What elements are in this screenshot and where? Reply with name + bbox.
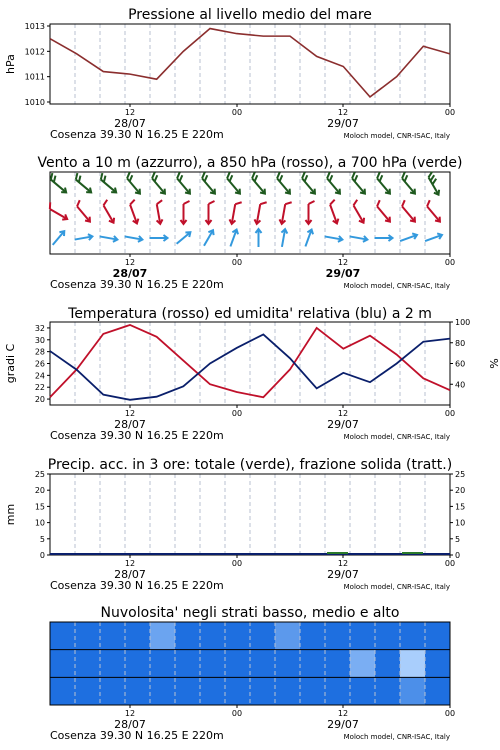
cloud-cell [75,650,100,678]
y-tick-label-right: 5 [455,534,461,544]
barb-flag [260,201,266,205]
x-tick-label: 12 [337,709,349,718]
wind-barb-0 [97,173,120,195]
wind-barb-1 [206,201,215,224]
y-tick-label: 1010 [24,98,45,107]
y-tick-label: 24 [34,371,45,381]
y-tick-label: 5 [39,534,45,544]
wind-barb-2 [375,235,393,241]
cloud-cell [100,622,125,650]
wind-barb-0 [198,172,220,195]
barb-shaft [427,206,440,221]
x-tick-label: 00 [231,559,243,568]
y-tick-label: 26 [34,359,45,369]
wind-barb-1 [423,200,445,223]
y-axis-label: mm [4,503,17,526]
barb-shaft [177,232,191,244]
barb-flag [285,201,291,205]
barb-flag [184,201,190,204]
y-tick-label-right: 40 [455,380,466,390]
y-axis-label-right: % [487,358,500,369]
y-tick-label: 0 [39,551,45,560]
cloud-cell [50,650,75,678]
barb-flag [309,201,315,204]
chart-title: Precip. acc. in 3 ore: totale (verde), frazione solida (tratt.) [47,457,453,473]
wind-barb-0 [323,172,345,195]
barb-shaft [77,206,90,221]
x-tick-label: 00 [444,409,456,418]
y-tick-label: 1011 [24,72,45,82]
y-tick-label: 32 [34,323,45,333]
wind-barb-0 [223,172,245,195]
cloud-cell [350,650,375,678]
cloud-cell [400,677,425,705]
x-day-label: 28/07 [114,418,146,431]
cloud-cell [275,622,300,650]
cloud-cell [175,622,200,650]
barb-flag [400,200,407,206]
footer-credit: Moloch model, CNR-ISAC, Italy [343,132,450,140]
wind-barb-2 [124,233,143,242]
wind-barb-0 [148,172,170,195]
cloud-cell [325,622,350,650]
cloud-cell [175,677,200,705]
barb-flag [156,200,162,204]
wind-barb-2 [424,232,443,244]
cloud-cell [75,677,100,705]
cloud-cell [275,650,300,678]
cloud-cell [425,622,450,650]
y-tick-label: 10 [34,518,45,528]
x-tick-label: 00 [231,409,243,418]
wind-barb-1 [349,200,368,224]
cloud-cell [275,677,300,705]
x-day-label: 28/07 [112,267,148,280]
wind-barb-0 [398,172,420,195]
barb-flag [47,202,53,209]
cloud-cell [200,677,225,705]
x-tick-label: 12 [124,559,136,568]
wind-barb-2 [175,230,193,246]
cloud-cell [225,622,250,650]
barb-shaft [104,205,114,222]
wind-barb-2 [279,229,288,248]
cloud-cell [375,677,400,705]
x-day-label: 29/07 [327,117,359,130]
y-tick-label-right: 15 [455,502,466,512]
cloud-cell [125,650,150,678]
footer-credit: Moloch model, CNR-ISAC, Italy [343,433,450,441]
cloud-cell [150,650,175,678]
cloud-cell [375,622,400,650]
wind-barb-2 [303,229,315,248]
chart-title: Temperatura (rosso) ed umidita' relativa (blu) a 2 m [68,306,432,322]
wind-barb-0 [348,172,370,195]
barb-shaft [53,231,65,245]
y-tick-label: 1013 [24,22,45,31]
wind-barb-1 [126,200,142,225]
cloud-cell [125,677,150,705]
y-tick-label: 20 [34,395,45,405]
plot-frame [50,172,450,254]
x-tick-label: 12 [124,258,136,267]
wind-barb-1 [99,200,118,224]
cloud-cell [400,650,425,678]
x-day-label: 28/07 [114,568,146,581]
x-tick-label: 12 [124,108,136,117]
wind-barb-0 [248,172,270,195]
cloud-cell [300,677,325,705]
wind-barb-2 [399,232,418,244]
x-tick-label: 12 [337,559,349,568]
wind-barb-0 [173,172,195,195]
wind-barb-1 [254,201,267,225]
wind-barb-2 [50,229,66,247]
x-tick-label: 00 [444,258,456,267]
cloud-cell [350,622,375,650]
cloud-cell [125,622,150,650]
barb-flag [352,200,359,206]
y-tick-label: 28 [34,347,45,357]
x-day-label: 29/07 [327,568,359,581]
cloud-cell [200,622,225,650]
x-tick-label: 12 [124,709,136,718]
cloud-cell [225,650,250,678]
plot-frame [50,24,450,104]
cloud-cell [250,650,275,678]
wind-barb-0 [298,172,320,195]
x-tick-label: 12 [337,108,349,117]
x-day-label: 28/07 [114,718,146,731]
footer-location: Cosenza 39.30 N 16.25 E 220m [50,429,224,442]
cloud-cell [50,677,75,705]
wind-barb-2 [324,233,343,242]
barb-shaft [354,205,364,222]
wind-barb-1 [398,200,420,223]
x-tick-label: 12 [124,409,136,418]
precip-bar [402,552,423,554]
wind-barb-0 [424,172,443,196]
wind-barb-2 [150,235,168,241]
y-tick-label-right: 0 [455,551,461,560]
x-tick-label: 00 [231,258,243,267]
x-day-label: 29/07 [327,418,359,431]
x-tick-label: 00 [444,559,456,568]
x-day-label: 29/07 [325,267,361,280]
wind-barb-1 [46,202,70,221]
footer-location: Cosenza 39.30 N 16.25 E 220m [50,278,224,291]
y-tick-label: 30 [34,335,45,345]
wind-barb-0 [72,173,95,195]
wind-barb-1 [73,200,95,223]
footer-location: Cosenza 39.30 N 16.25 E 220m [50,729,224,742]
wind-barb-0 [123,172,145,195]
cloud-cell [250,622,275,650]
y-axis-label: hPa [4,54,17,74]
cloud-cell [350,677,375,705]
wind-barb-2 [349,233,368,242]
y-tick-label: 22 [34,383,45,393]
y-tick-label-right: 60 [455,359,466,369]
wind-barb-2 [74,233,93,242]
footer-credit: Moloch model, CNR-ISAC, Italy [343,733,450,741]
y-tick-label-right: 25 [455,470,466,479]
plot-frame [50,474,450,555]
wind-barb-0 [273,172,295,195]
y-tick-label-right: 80 [455,338,466,348]
cloud-cell [300,622,325,650]
cloud-cell [150,677,175,705]
chart-title: Vento a 10 m (azzurro), a 850 hPa (rosso), a 700 hPa (verde) [37,155,463,171]
cloud-cell [100,677,125,705]
barb-shaft [402,206,415,221]
barb-flag [329,200,336,205]
barb-flag [209,201,215,204]
barb-flag [375,200,382,206]
cloud-cell [200,650,225,678]
wind-barb-2 [99,233,118,242]
wind-barb-1 [306,201,315,224]
cloud-cell [50,622,75,650]
cloud-cell [425,677,450,705]
wind-barb-2 [228,229,240,248]
wind-barb-0 [373,172,395,195]
wind-barb-1 [326,200,342,225]
cloud-cell [325,677,350,705]
barb-flag [129,200,136,205]
x-day-label: 28/07 [114,117,146,130]
cloud-cell [175,650,200,678]
barb-shaft [377,206,390,221]
footer-location: Cosenza 39.30 N 16.25 E 220m [50,128,224,141]
footer-credit: Moloch model, CNR-ISAC, Italy [343,583,450,591]
footer-credit: Moloch model, CNR-ISAC, Italy [343,282,450,290]
x-tick-label: 12 [337,409,349,418]
y-tick-label: 25 [34,470,45,479]
cloud-cell [325,650,350,678]
y-axis-label: gradi C [4,343,17,384]
barb-flag [235,201,241,205]
x-tick-label: 12 [337,258,349,267]
y-tick-label-right: 100 [455,318,471,327]
cloud-cell [400,622,425,650]
cloud-cell [100,650,125,678]
wind-barb-2 [256,229,262,247]
cloud-cell [150,622,175,650]
wind-barb-2 [201,229,215,248]
chart-title: Nuvolosita' negli strati basso, medio e alto [100,605,400,621]
cloud-cell [375,650,400,678]
footer-location: Cosenza 39.30 N 16.25 E 220m [50,579,224,592]
barb-flag [102,200,109,206]
x-tick-label: 00 [231,108,243,117]
y-tick-label: 15 [34,502,45,512]
chart-title: Pressione al livello medio del mare [128,7,372,23]
barb-shaft [50,209,67,219]
x-tick-label: 00 [231,709,243,718]
precip-bar [327,552,348,554]
cloud-cell [225,677,250,705]
y-tick-label: 20 [34,486,45,496]
x-tick-label: 00 [444,108,456,117]
cloud-cell [250,677,275,705]
wind-barb-1 [153,200,166,224]
cloud-cell [425,650,450,678]
barb-flag [425,200,432,206]
wind-barb-1 [373,200,395,223]
x-day-label: 29/07 [327,718,359,731]
barb-shaft [204,230,213,246]
y-tick-label-right: 10 [455,518,466,528]
y-tick-label: 1012 [24,47,45,57]
y-tick-label-right: 20 [455,486,466,496]
barb-flag [75,200,82,206]
wind-barb-1 [279,201,292,225]
x-tick-label: 00 [444,709,456,718]
wind-barb-1 [181,201,190,224]
cloud-cell [75,622,100,650]
cloud-cell [300,650,325,678]
wind-barb-1 [229,201,242,225]
